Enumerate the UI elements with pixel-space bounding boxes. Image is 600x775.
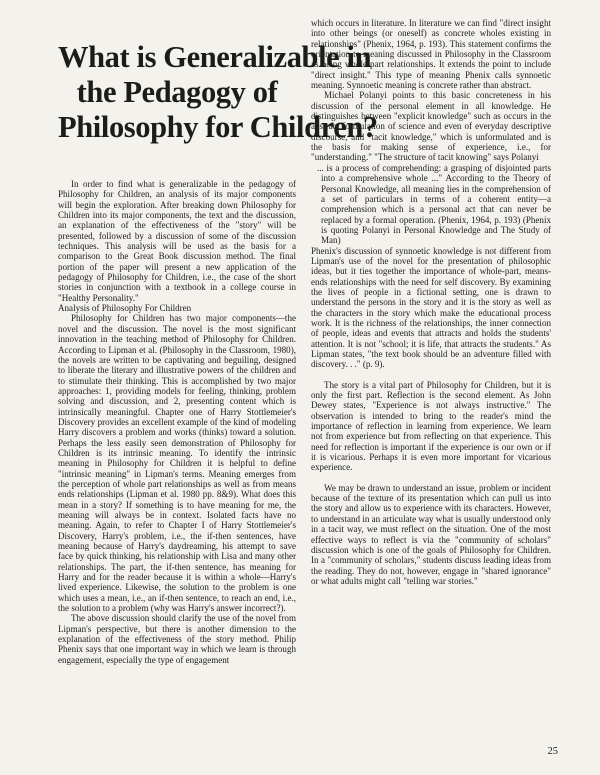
left-column (58, 40, 378, 665)
polanyi-paragraph: Michael Polanyi points to this basic concreteness in his discussion of the personal element in all knowledge. He distinguishes between "explicit knowledge" such as occurs in the abstract formulation of science and even of everyday descriptive discourse, and "tacit knowledge," which is unformulated and is the basis for making sense of experience, i.e., for "understanding." "The structure of tacit knowing" says Polanyi (311, 90, 551, 163)
intro-paragraph: In order to find what is generalizable in the pedagogy of Philosophy for Children, an analysis of its major components will begin the exploration. After breaking down Philosophy for Children into its major components, the text and the discussion, an explanation of the effectiveness of the "story" will be presented, followed by a discussion of some of the discussion techniques. This analysis will be used as the basis for a comparison to the Great Book discussion method. The final portion of the paper will present a new application of the pedagogy of Philosophy for Children, i.e., the case of the short stories in conjunction with a textbook in a college course in "Healthy Personality." (58, 179, 296, 303)
community-paragraph: We may be drawn to understand an issue, problem or incident because of the texture of its presentation which can pull us into the story and allow us to experience with its characters. However, to understand in an articulate way what is usually understood only in a tacit way, we must reflect on the situation. One of the most effective ways to reflect is via the "community of scholars" discussion which is one of the goals of Philosophy for Children. In a "community of scholars," students discuss leading ideas from the reading. They do not, however, engage in "shared ignorance" or what adults might call "telling war stories." (311, 482, 551, 586)
title-line-1: What is Generalizable in (58, 40, 372, 74)
analysis-paragraph: Philosophy for Children has two major components—the novel and the discussion. The novel is the most significant innovation in the teaching method of Philosophy for Children. According to Lipman et al. (Philosophy in the Classroom, 1980), the novels are written to be captivating and beguiling, designed to liberate the literary and illustrative powers of the children and to stimulate their thinking. This is accomplished by two major approaches: 1, providing models for feeling, thinking, problem solving and discussion, and 2, presenting content which is intrinsically meaningful. Chapter one of Harry Stottlemeier's Discovery provides an excellent example of the kind of modeling Harry discovers a problem and works (thinks) toward a solution. Perhaps the less easily seen demonstration of Philosophy for Children is its intrinsic meaning. To identify the intrinsic meaning in Philosophy for Children it is helpful to define "intrinsic meaning" in Lipman's terms. Meaning emerges from the perception of whole part relationships as well as from means ends relationships (Lipman et al. 1980 pp. 8&9). What does this mean in a story? If something is to have meaning for me, the meaning will always be in context. Isolated facts have no meaning. Again, to refer to Chapter I of Harry Stottlemeier's Discovery, Harry's problem, i.e., the if-then sentences, have meaning because of Harry's daydreaming, his attempt to save face by quick thinking, his relationship with Lisa and many other relationships. The part, the if-then sentence, has meaning for Harry and for the reader because it is within a whole—Harry's lived experience. Likewise, the solution to the problem is one which uses a mean, i.e., an if-then sentence, to reach an end, i.e., the solution to a problem (why was Harry's answer incorrect?). (58, 313, 296, 614)
page-number: 25 (547, 746, 558, 757)
phenix-paragraph: Phenix's discussion of synnoetic knowledge is not different from Lipman's use of the novel for the presentation of philosophic ideas, but it ties together the importance of whole-part, means-ends relationships with the need for self discovery. By examining the lives of people in a fictional setting, one is drawn to understand the persons in the story and it is the story as well as the characters in the story which make the educational process work. It is the richness of the relationships, the inner connection of people, ideas and events that attracts and holds the students' attention. It is not "school; it is life, that attracts the students." As Lipman states, "the text book should be an adventure filled with discovery. . ." (p. 9). (311, 245, 551, 370)
section-heading: Analysis of Philosophy For Children (58, 303, 192, 314)
article-title (58, 40, 378, 145)
discussion-paragraph: The above discussion should clarify the use of the novel from Lipman's perspective, but there is another dimension to the explanation of the effectiveness of the story method. Philip Phenix says that one important way in which we learn is through engagement, especially the type of engagement (58, 613, 296, 665)
block-quote: ... is a process of comprehending: a grasping of disjointed parts into a comprehensive whole ..." According to the Theory of Personal Knowledge, all meaning lies in the comprehension of a set of particulars in terms of a coherent entity—a comprehension which is a personal act that can never be replaced by a formal operation. (Phenix, 1964, p. 193) (Phenix is quoting Polanyi in Personal Knowledge and The Study of Man) (317, 162, 551, 246)
reflection-paragraph: The story is a vital part of Philosophy for Children, but it is only the first part. Reflection is the second element. As John Dewey states, "Experience is not always instructive." The observation is intended to bring to the reader's mind the importance of reflection in learning from experience. We learn not from experience but from reflecting on that experience. This need for reflection is important if the experience is our own or if it is vicarious. Perhaps it is even more important for vicarious experience. (311, 379, 551, 473)
title-line-3: Philosophy for Children? (58, 110, 378, 144)
continued-paragraph: which occurs in literature. In literature we can find "direct insight into other beings (or oneself) as concrete wholes existing in relationships" (Phenix, 1964, p. 193). This statement confirms the orientation to meaning discussed in Philosophy in the Classroom as being whole-part relationships. It extends the point to include "direct insight." This type of meaning Phenix calls synnoetic meaning. Synnoetic meaning is concrete rather than abstract. (311, 18, 551, 91)
right-column (311, 18, 551, 586)
title-line-2: the Pedagogy of (76, 75, 278, 109)
